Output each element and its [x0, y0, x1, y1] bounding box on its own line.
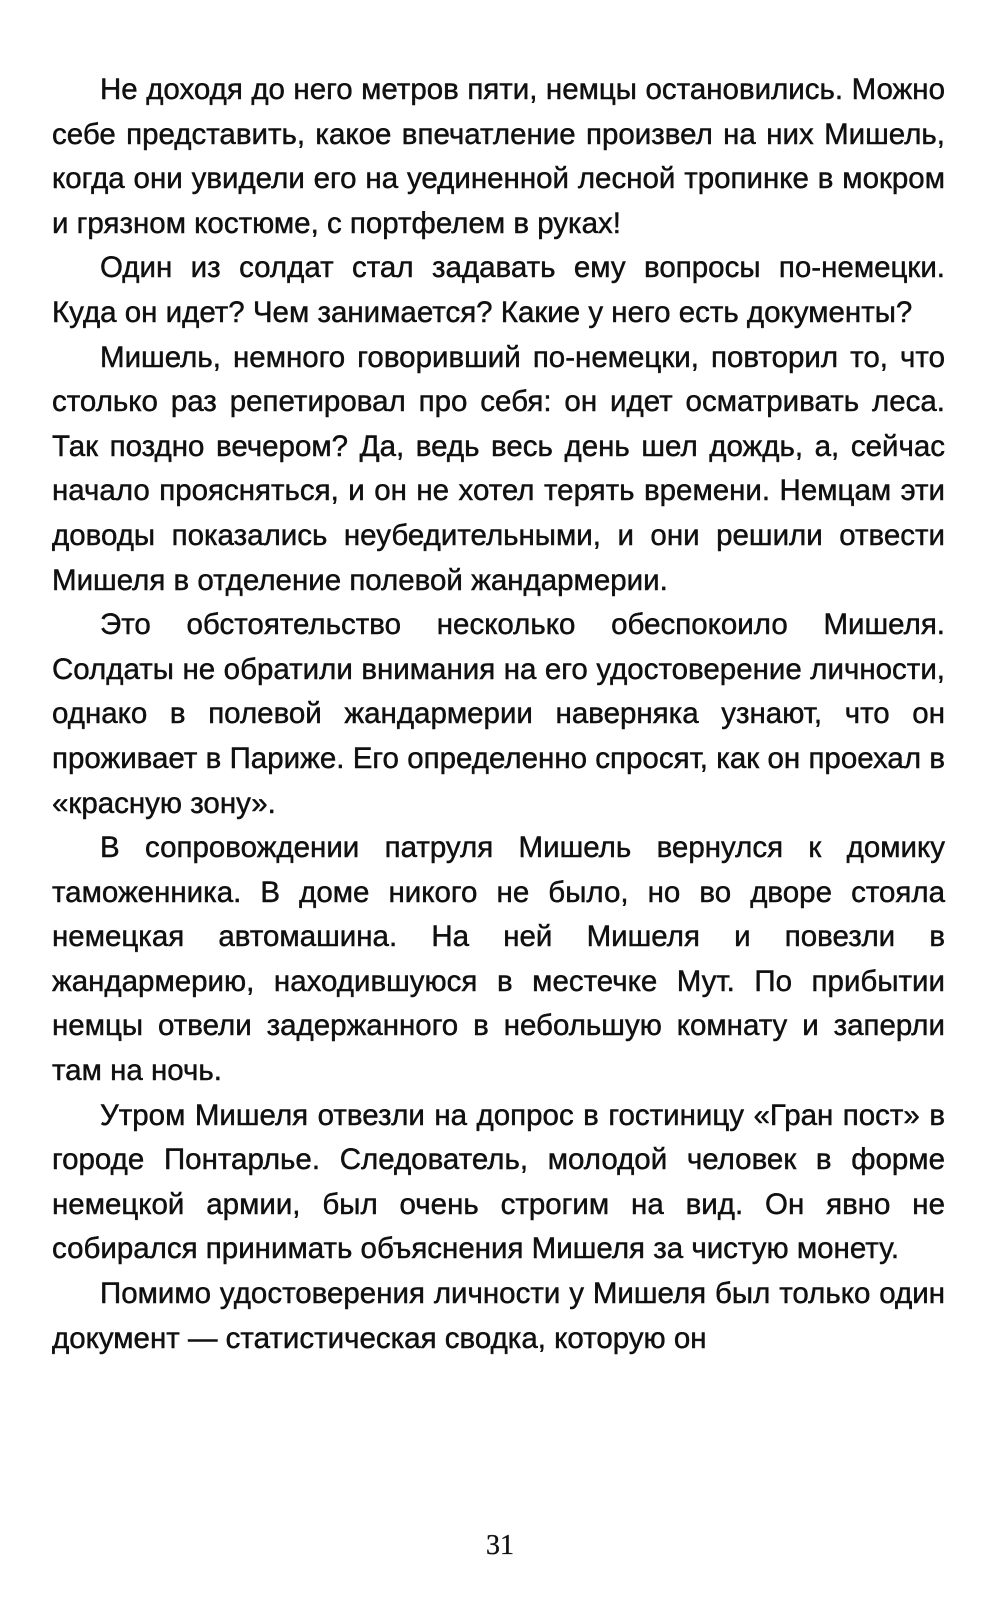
paragraph: Не доходя до него метров пяти, немцы остановились. Можно себе представить, какое впечатление произвел на них Мишель, когда они увидели его на уединенной лесной тропинке в мокром и грязном костюме, с портфелем в руках!: [52, 73, 945, 240]
page-number: 31: [486, 1530, 514, 1561]
body-text: [52, 68, 945, 1361]
paragraph: В сопровождении патруля Мишель вернулся к домику таможенника. В доме никого не было, но во дворе стояла немецкая автомашина. На ней Мишеля и повезли в жандармерию, находившуюся в местечке Мут. По прибытии немцы отвели задержанного в небольшую комнату и заперли там на ночь.: [52, 831, 945, 1088]
paragraph: Мишель, немного говоривший по-немецки, повторил то, что столько раз репетировал про себя: он идет осматривать леса. Так поздно вечером? Да, ведь весь день шел дождь, а, сейчас начало проясняться, и он не хотел терять времени. Немцам эти доводы показались неубедительными, и они решили отвести Мишеля в отделение полевой жандармерии.: [52, 340, 945, 597]
paragraph: Один из солдат стал задавать ему вопросы по-немецки. Куда он идет? Чем занимается? Какие у него есть документы?: [52, 251, 945, 329]
paragraph: Это обстоятельство несколько обеспокоило Мишеля. Солдаты не обратили внимания на его удостоверение личности, однако в полевой жандармерии наверняка узнают, что он проживает в Париже. Его определенно спросят, как он проехал в «красную зону».: [52, 608, 945, 820]
paragraph: Помимо удостоверения личности у Мишеля был только один документ — статистическая сводка, которую он: [52, 1277, 945, 1355]
paragraph: Утром Мишеля отвезли на допрос в гостиницу «Гран пост» в городе Понтарлье. Следователь, молодой человек в форме немецкой армии, был очень строгим на вид. Он явно не собирался принимать объяснения Мишеля за чистую монету.: [52, 1098, 945, 1266]
